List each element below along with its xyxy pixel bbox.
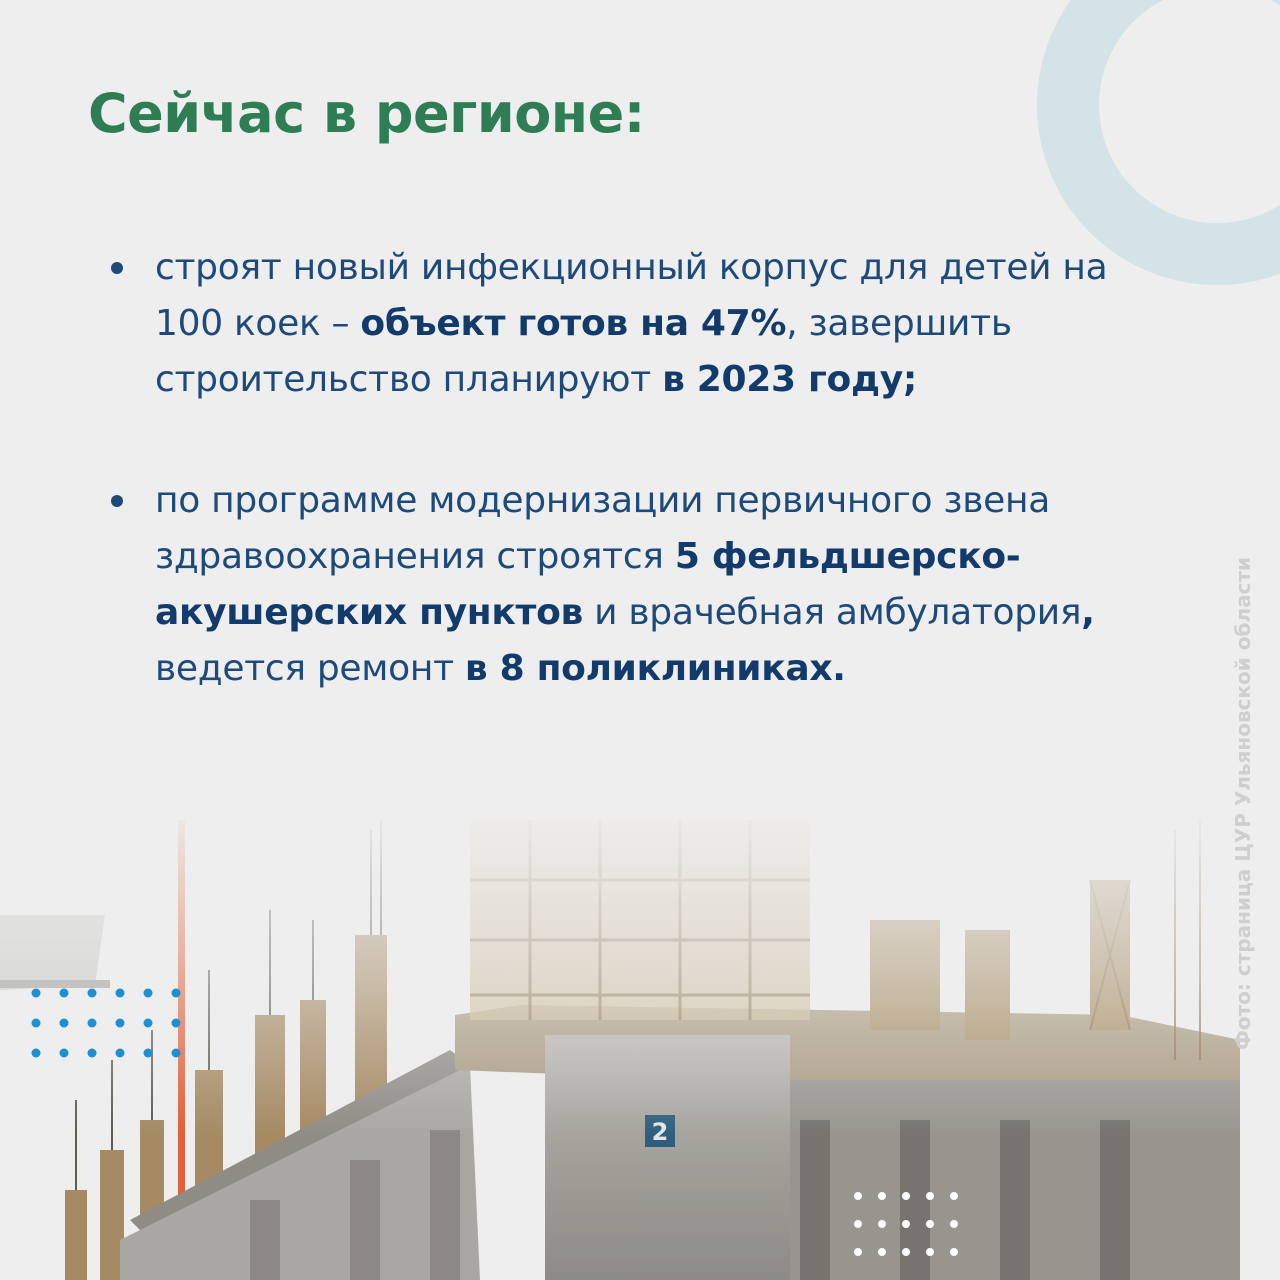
- bullet-item-modernization: [155, 473, 1145, 697]
- photo-credit-text: Фото: страница ЦУР Ульяновской области: [1231, 556, 1255, 1050]
- body-text: строят новый инфекционный корпус для детей на 100 коек –: [155, 247, 1108, 344]
- dots-pattern-white: [852, 1190, 972, 1262]
- body-text: , завершить строительство планируют: [155, 303, 1012, 400]
- construction-photo: [0, 800, 1280, 1280]
- emphasis-text: в 8 поликлиниках.: [464, 648, 846, 689]
- body-text: и врачебная амбулатория: [583, 592, 1082, 633]
- page-title: Сейчас в регионе:: [88, 82, 645, 145]
- body-text: ведется ремонт: [155, 648, 465, 689]
- emphasis-text: 5 фельдшерско-акушерских пунктов: [155, 536, 1021, 633]
- emphasis-text: объект готов на 47%: [360, 303, 787, 344]
- bullet-item-infection-building: [155, 240, 1145, 408]
- emphasis-text: ,: [1081, 592, 1095, 633]
- bullet-text: [155, 247, 1107, 400]
- dots-pattern-blue: [28, 985, 188, 1065]
- body-text: по программе модернизации первичного звена здравоохранения строятся: [155, 480, 1050, 577]
- bullet-dot-icon: [111, 262, 123, 274]
- bullet-text: [155, 480, 1095, 689]
- bullet-dot-icon: [111, 495, 123, 507]
- emphasis-text: в 2023 году;: [662, 359, 917, 400]
